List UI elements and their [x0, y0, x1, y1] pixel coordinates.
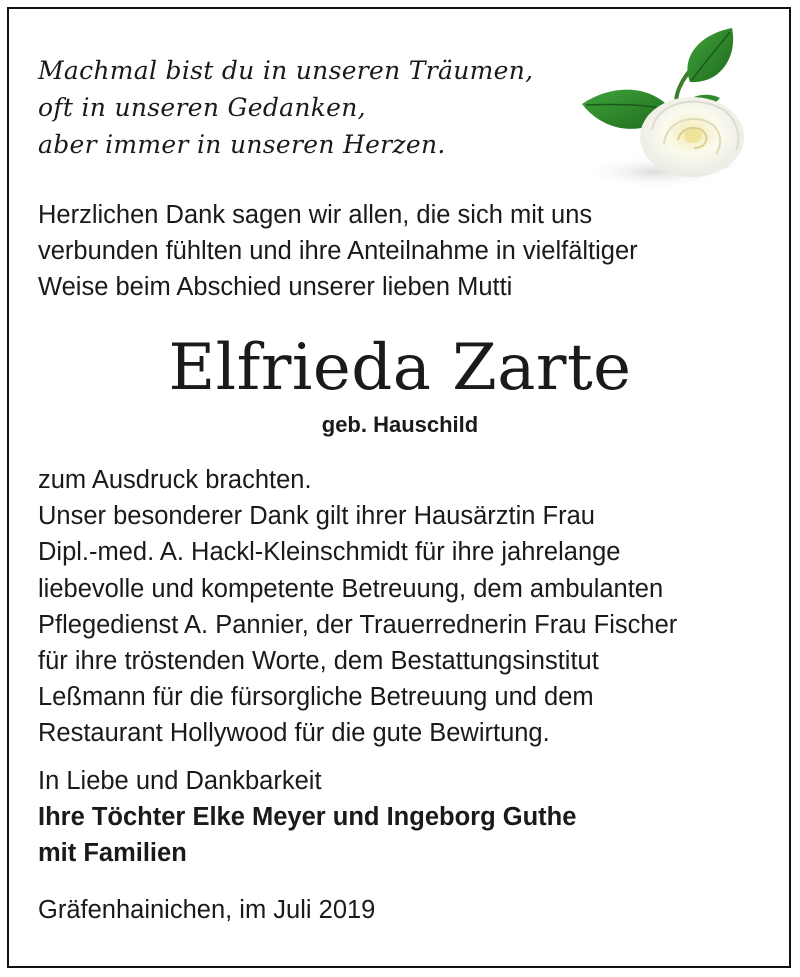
body-line: Restaurant Hollywood für die gute Bewirtung.: [38, 719, 550, 748]
memorial-poem: [38, 52, 533, 163]
place-and-date: Gräfenhainichen, im Juli 2019: [38, 896, 376, 924]
body-line: für ihre tröstenden Worte, dem Bestattungsinstitut: [38, 647, 599, 676]
body-line: liebevolle und kompetente Betreuung, dem ambulanten: [38, 574, 664, 603]
intro-line: verbunden fühlten und ihre Anteilnahme in vielfältiger: [38, 237, 638, 265]
signers-line: Ihre Töchter Elke Meyer und Ingeborg Guthe: [38, 803, 577, 831]
acknowledgements: [38, 462, 677, 752]
signers-line: mit Familien: [38, 839, 187, 867]
thanks-introduction: [38, 197, 638, 305]
closing-greeting: In Liebe und Dankbarkeit: [38, 767, 322, 795]
poem-line: aber immer in unseren Herzen.: [38, 130, 446, 159]
intro-line: Weise beim Abschied unserer lieben Mutti: [38, 273, 513, 301]
deceased-name: Elfrieda Zarte: [168, 331, 632, 405]
body-line: Pflegedienst A. Pannier, der Trauerrednerin Frau Fischer: [38, 610, 678, 639]
body-line: zum Ausdruck brachten.: [38, 466, 312, 494]
body-line: Unser besonderer Dank gilt ihrer Hausärztin Frau: [38, 502, 595, 531]
intro-line: Herzlichen Dank sagen wir allen, die sich mit uns: [38, 201, 593, 229]
poem-line: Machmal bist du in unseren Träumen,: [38, 56, 534, 85]
white-rose-icon: [560, 22, 760, 197]
poem-line: oft in unseren Gedanken,: [38, 93, 366, 122]
maiden-name: geb. Hauschild: [321, 412, 479, 437]
body-line: Dipl.-med. A. Hackl-Kleinschmidt für ihre jahrelange: [38, 538, 621, 567]
body-line: Leßmann für die fürsorgliche Betreuung und dem: [38, 683, 594, 712]
closing-signature: [38, 763, 576, 871]
